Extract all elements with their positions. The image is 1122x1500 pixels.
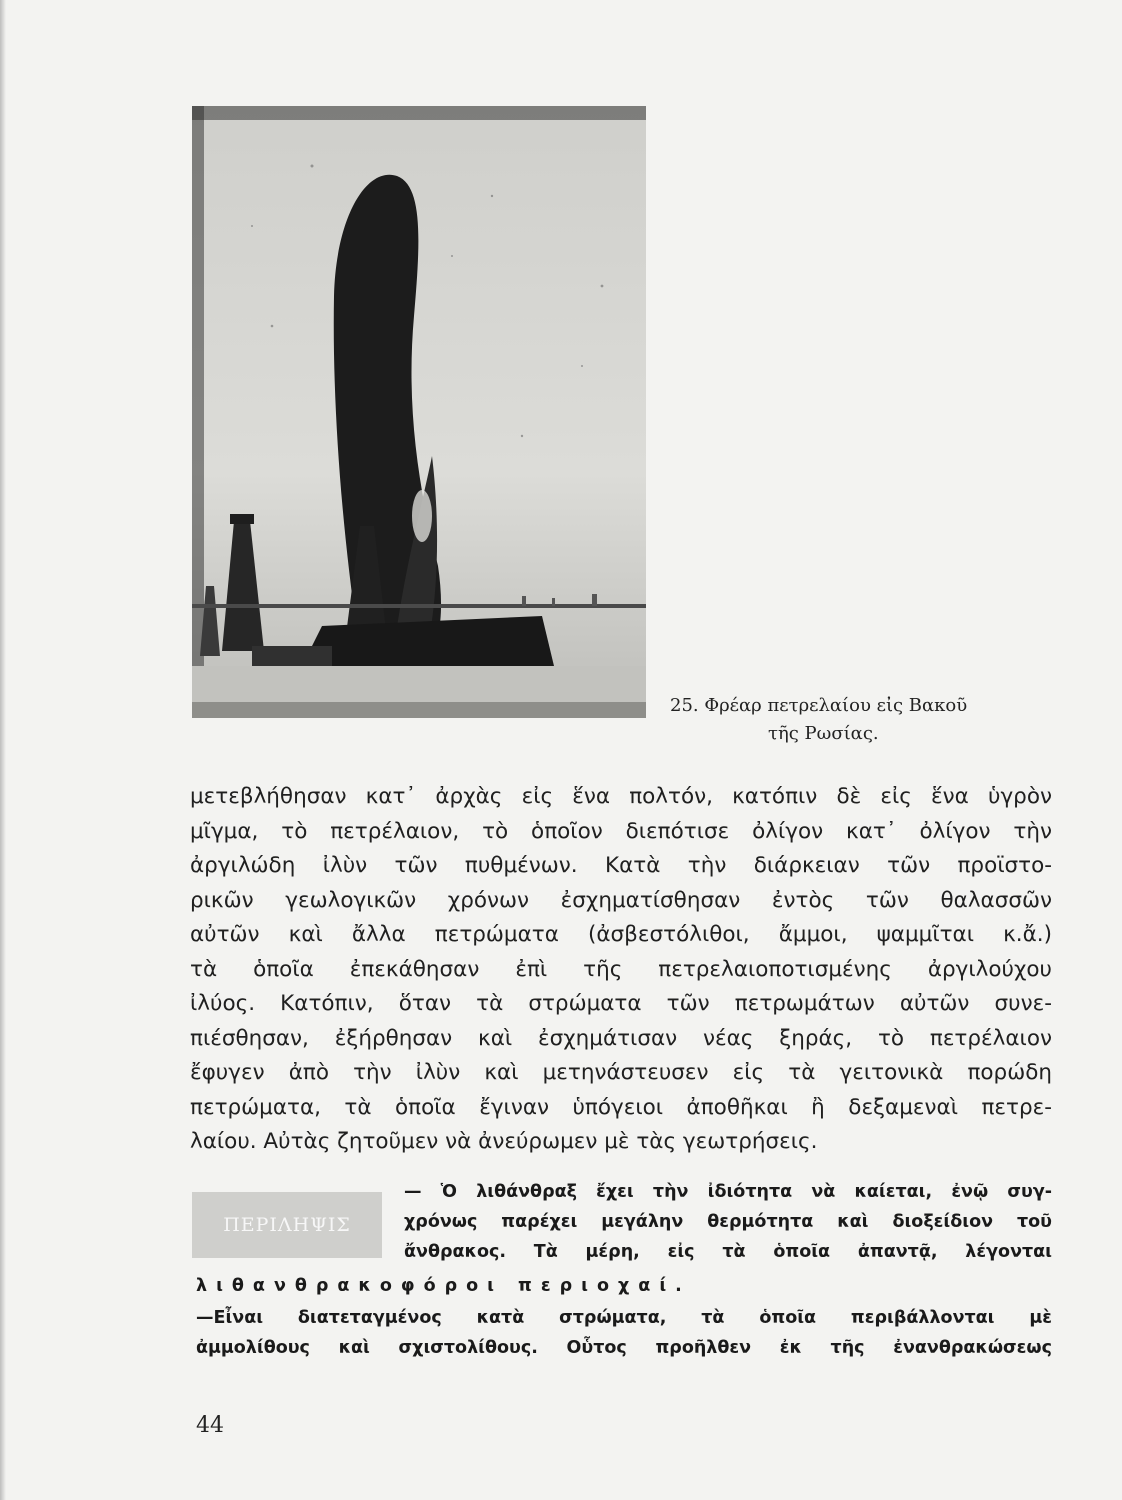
body-line: μῖγμα, τὸ πετρέλαιον, τὸ ὁποῖον διεπότισε ὀλίγον κατ᾽ ὀλίγον τὴν (190, 818, 1052, 844)
oil-well-photo (192, 106, 646, 718)
body-line: πετρώματα, τὰ ὁποῖα ἔγιναν ὑπόγειοι ἀποθῆκαι ἢ δεξαμεναὶ πετρε- (190, 1094, 1052, 1120)
figure-caption (670, 692, 970, 748)
summary-line: λιθανθρακοφόροι περιοχαί. (196, 1276, 691, 1296)
body-line: μετεβλήθησαν κατ᾽ ἀρχὰς εἰς ἕνα πολτόν, κατόπιν δὲ εἰς ἕνα ὑγρὸν (190, 784, 1052, 809)
page-number: 44 (196, 1413, 224, 1438)
body-line: ἰλύος. Κατόπιν, ὅταν τὰ στρώματα τῶν πετρωμάτων αὐτῶν συνε- (190, 991, 1052, 1016)
body-line: ἔφυγεν ἀπὸ τὴν ἰλὺν καὶ μετηνάστευσεν εἰς τὰ γειτονικὰ πορώδη (190, 1060, 1052, 1085)
summary-label-box (192, 1192, 382, 1258)
summary-line: — Ὁ λιθάνθραξ ἔχει τὴν ἰδιότητα νὰ καίεται, ἐνῷ συγ- (404, 1182, 1052, 1202)
summary-line: —Εἶναι διατεταγμένος κατὰ στρώματα, τὰ ὁποῖα περιβάλλονται μὲ (196, 1308, 1052, 1328)
caption-line-2: τῆς Ρωσίας. (768, 723, 879, 744)
body-line: πιέσθησαν, ἐξήρθησαν καὶ ἐσχημάτισαν νέας ξηράς, τὸ πετρέλαιον (190, 1025, 1052, 1051)
summary-label: ΠΕΡΙΛΗΨΙΣ (223, 1214, 351, 1236)
body-line: λαίου. Αὐτὰς ζητοῦμεν νὰ ἀνεύρωμεν μὲ τὰς γεωτρήσεις. (190, 1129, 818, 1154)
summary-line: χρόνως παρέχει μεγάλην θερμότητα καὶ διοξείδιον τοῦ (404, 1212, 1052, 1232)
body-line: ἀργιλώδη ἰλὺν τῶν πυθμένων. Κατὰ τὴν διάρκειαν τῶν προϊστο- (190, 853, 1052, 878)
body-line: αὐτῶν καὶ ἄλλα πετρώματα (ἀσβεστόλιθοι, ἄμμοι, ψαμμῖται κ.ἄ.) (190, 922, 1052, 947)
body-line: ρικῶν γεωλογικῶν χρόνων ἐσχηματίσθησαν ἐντὸς τῶν θαλασσῶν (190, 887, 1052, 913)
summary-line: ἄνθρακος. Τὰ μέρη, εἰς τὰ ὁποῖα ἀπαντᾷ, λέγονται (404, 1242, 1052, 1262)
page-edge-shadow (0, 0, 6, 1500)
body-line: τὰ ὁποῖα ἐπεκάθησαν ἐπὶ τῆς πετρελαιοποτισμένης ἀργιλούχου (190, 956, 1052, 982)
caption-line-1: 25. Φρέαρ πετρελαίου εἰς Βακοῦ (670, 695, 968, 716)
body-paragraph (190, 780, 1052, 1160)
summary-line: ἀμμολίθους καὶ σχιστολίθους. Οὗτος προῆλθεν ἐκ τῆς ἐνανθρακώσεως (196, 1338, 1052, 1358)
